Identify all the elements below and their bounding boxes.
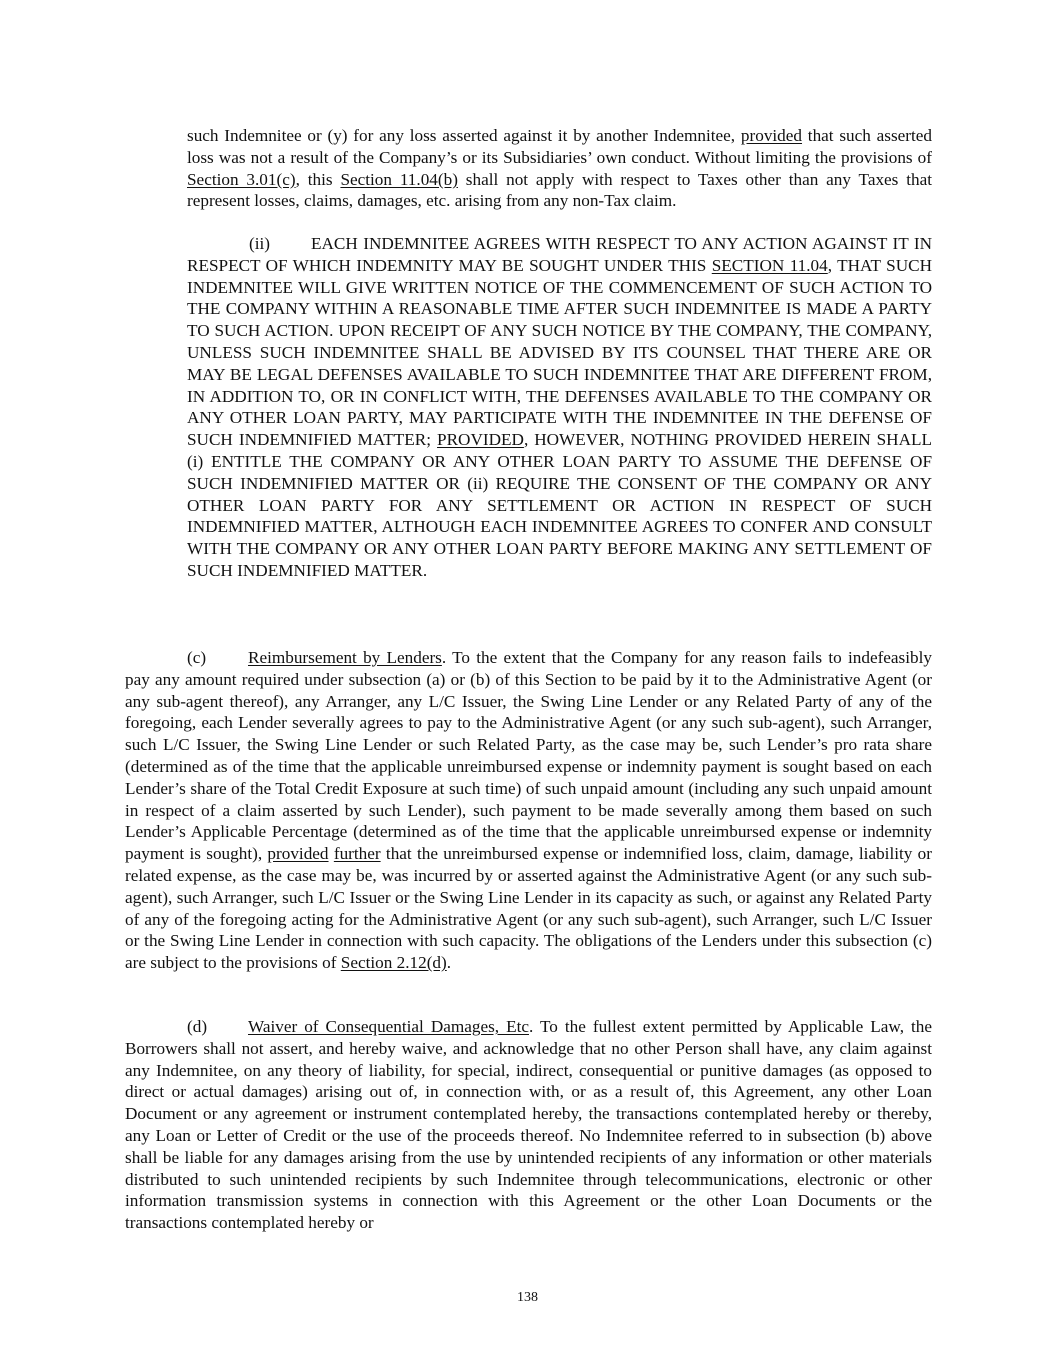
- section-reference: Section 2.12(d): [340, 953, 447, 973]
- text-run: . To the fullest extent permitted by Applicable Law, the Borrowers shall not assert, and hereby waive, and acknowledge that no other Person shall have, any claim against any Indemnitee, on any theory of liability, for special, indirect, consequential or punitive damages (as opposed to direct or actual damages) arising out of, in connection with, or as a result of, this Agreement, any other Loan Document or any agreement or instrument contemplated hereby, the transactions contemplated hereby or thereby, any Loan or Letter of Credit or the use of the proceeds thereof. No Indemnitee referred to in subsection (b) above shall be liable for any damages arising from the use by unintended recipients of any information or other materials distributed to such unintended recipients by such Indemnitee through telecommunications, electronic or other information transmission systems in connection with this Agreement or the other Loan Documents or the transactions contemplated hereby or: [125, 1017, 932, 1233]
- text-run: , this: [295, 169, 341, 189]
- clause-heading: Reimbursement by Lenders: [248, 648, 442, 667]
- provided-term: provided: [740, 126, 803, 145]
- paragraph-indemnitee-loss: [187, 125, 932, 212]
- clause-label: (d): [187, 1017, 208, 1036]
- provided-term: PROVIDED: [437, 430, 524, 450]
- page-number: 138: [517, 1290, 538, 1305]
- clause-heading: Waiver of Consequential Damages, Etc: [248, 1017, 529, 1036]
- text-run: shall not apply with respect to Taxes other than any Taxes that represent losses, claims, damages, etc. arising from any non-Tax claim.: [187, 169, 932, 211]
- text-run: that the unreimbursed expense or indemnified loss, claim, damage, liability or related expense, as the case may be, was incurred by or asserted against the Administrative Agent (or any such sub-agent), such Arranger, such L/C Issuer or the Swing Line Lender in its capacity as such, or against any Related Party of any of the foregoing acting for the Administrative Agent (or any such sub-agent), such Arranger, such L/C Issuer or the Swing Line Lender in connection with such capacity. The obligations of the Lenders under this subsection (c) are subject to the provisions of: [125, 844, 932, 973]
- text-run: .: [446, 953, 452, 973]
- text-run: , HOWEVER, NOTHING PROVIDED HEREIN SHALL (i) ENTITLE THE COMPANY OR ANY OTHER LOAN PARTY TO ASSUME THE DEFENSE OF SUCH INDEMNIFIED MATTER OR (ii) REQUIRE THE CONSENT OF THE COMPANY OR ANY OTHER LOAN PARTY FOR ANY SETTLEMENT OR ACTION IN RESPECT OF SUCH INDEMNIFIED MATTER, ALTHOUGH EACH INDEMNITEE AGREES TO CONFER AND CONSULT WITH THE COMPANY OR ANY OTHER LOAN PARTY BEFORE MAKING ANY SETTLEMENT OF SUCH INDEMNIFIED MATTER.: [187, 430, 933, 580]
- text-run: such Indemnitee or (y) for any loss asserted against it by another Indemnitee,: [187, 126, 741, 145]
- paragraph-ii-notice: [187, 233, 932, 582]
- text-run: EACH INDEMNITEE AGREES WITH RESPECT TO ANY ACTION AGAINST IT IN RESPECT OF WHICH INDEMNITY MAY BE SOUGHT UNDER THIS: [187, 234, 932, 275]
- clause-label: (ii): [249, 234, 270, 253]
- text-run: that such asserted loss was not a result of the Company’s or its Subsidiaries’ own conduct. Without limiting the provisions of: [187, 126, 933, 167]
- further-term: further: [333, 844, 381, 864]
- section-reference: Section 11.04(b): [340, 169, 458, 189]
- text-run: . To the extent that the Company for any reason fails to indefeasibly pay any amount required under subsection (a) or (b) of this Section to be paid by it to the Administrative Agent (or any sub-agent thereof), any Arranger, any L/C Issuer, the Swing Line Lender or any Related Party of any of the foregoing, each Lender severally agrees to pay to the Administrative Agent (or any such sub-agent), such Arranger, such L/C Issuer, the Swing Line Lender or such Related Party, as the case may be, such Lender’s pro rata share (determined as of the time that the applicable unreimbursed expense or indemnity payment is sought based on each Lender’s share of the Total Credit Exposure at such time) of such unpaid amount (including any such unpaid amount in respect of a claim asserted by such Lender), such payment to be made severally among them based on such Lender’s Applicable Percentage (determined as of the time that the applicable unreimbursed expense or indemnity payment is sought),: [125, 648, 932, 864]
- section-reference: SECTION 11.04: [711, 255, 828, 275]
- section-reference: Section 3.01(c): [187, 169, 296, 189]
- clause-label: (c): [187, 648, 207, 667]
- paragraph-c-reimbursement: [125, 647, 932, 974]
- text-run: , THAT SUCH INDEMNITEE WILL GIVE WRITTEN NOTICE OF THE COMMENCEMENT OF SUCH ACTION TO THE COMPANY WITHIN A REASONABLE TIME AFTER SUCH INDEMNITEE IS MADE A PARTY TO SUCH ACTION. UPON RECEIPT OF ANY SUCH NOTICE BY THE COMPANY, THE COMPANY, UNLESS SUCH INDEMNITEE SHALL BE ADVISED BY ITS COUNSEL THAT THERE ARE OR MAY BE LEGAL DEFENSES AVAILABLE TO SUCH INDEMNITEE THAT ARE DIFFERENT FROM, IN ADDITION TO, OR IN CONFLICT WITH, THE DEFENSES AVAILABLE TO THE COMPANY OR ANY OTHER LOAN PARTY, MAY PARTICIPATE WITH THE INDEMNITEE IN THE DEFENSE OF SUCH INDEMNIFIED MATTER;: [187, 255, 932, 450]
- paragraph-d-waiver: [125, 1016, 932, 1234]
- provided-term: provided: [267, 844, 329, 864]
